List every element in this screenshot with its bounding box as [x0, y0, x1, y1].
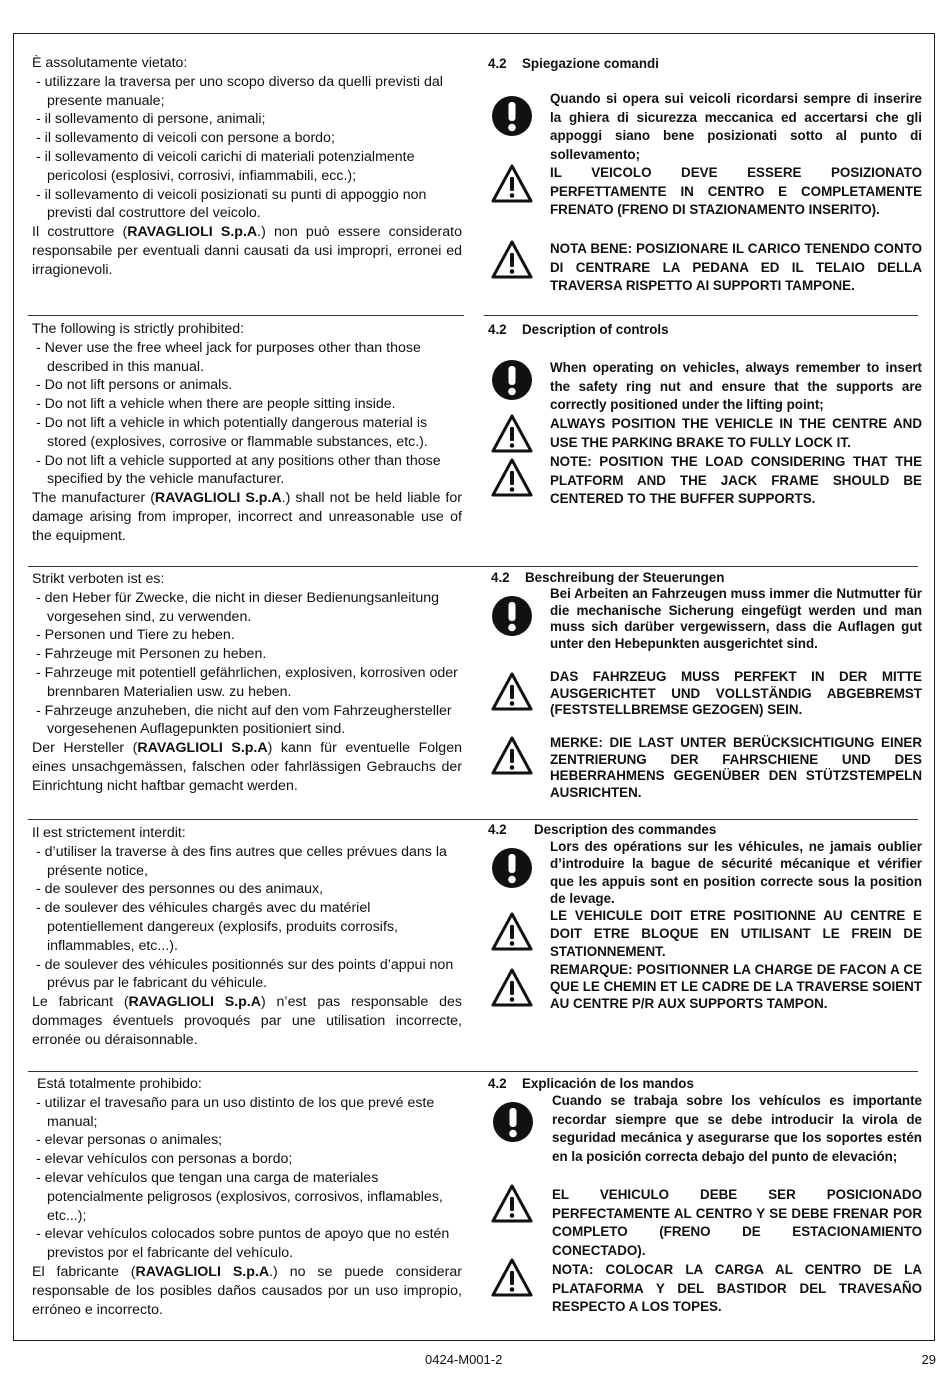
warning-text: DAS FAHRZEUG MUSS PERFEKT IN DER MITTE AUSGERICHTET UND VOLLSTÄNDIG ABGEBREMST (FESTSTELLBREMSE GEZOGEN) SEIN.: [550, 669, 922, 718]
exclamation-icon: [490, 846, 534, 890]
section-heading: 4.2 Explicación de los mandos: [488, 1076, 694, 1091]
prohibition-item: - Do not lift a vehicle supported at any positions other than those specified by the vehicle manufacturer.: [36, 452, 441, 488]
prohibitions-block-it: [32, 54, 462, 280]
prohibitions-intro: Está totalmente prohibido:: [37, 1076, 202, 1092]
prohibition-item: - utilizar el travesaño para un uso distinto de los que prevé este manual;: [36, 1094, 435, 1130]
warning-text: NOTE: POSITION THE LOAD CONSIDERING THAT THE PLATFORM AND THE JACK FRAME SHOULD BE CENTERED TO THE BUFFER SUPPORTS.: [550, 454, 922, 506]
divider-full: [28, 819, 918, 820]
warning-text: MERKE: DIE LAST UNTER BERÜCKSICHTIGUNG EINER ZENTRIERUNG DER FAHRSCHIENE UND DES HEBERRAHMENS GEGENÜBER DEN STÜTZSTEMPELN AUSRICHTEN.: [550, 735, 922, 800]
warning-triangle-icon: [490, 456, 534, 500]
warning-triangle-icon: [490, 1256, 534, 1300]
liability-paragraph: Le fabricant (RAVAGLIOLI S.p.A) n’est pas responsable des dommages éventuels provoqués par une utilisation incorrecte, erronée ou déraisonnable.: [32, 994, 462, 1048]
warning-triangle-icon: [490, 734, 534, 778]
warning-text: IL VEICOLO DEVE ESSERE POSIZIONATO PERFETTAMENTE IN CENTRO E COMPLETAMENTE FRENATO (FRENO DI STAZIONAMENTO INSERITO).: [550, 165, 922, 217]
divider-full: [28, 1071, 918, 1072]
company-name: RAVAGLIOLI S.p.A: [137, 740, 268, 757]
prohibitions-block-fr: [32, 824, 462, 1050]
prohibition-item: - den Heber für Zwecke, die nicht in dieser Bedienungsanleitung vorgesehen sind, zu verwenden.: [36, 589, 440, 625]
warning-text: LE VEHICULE DOIT ETRE POSITIONNE AU CENTRE E DOIT ETRE BLOQUE EN UTILISANT LE FREIN DE STATIONNEMENT.: [550, 908, 922, 959]
warning-text: REMARQUE: POSITIONNER LA CHARGE DE FACON A CE QUE LE CHEMIN ET LE CADRE DE LA TRAVERSE SOIENT AU CENTRE P/R AUX SUPPORTS TAMPON.: [550, 962, 922, 1011]
warning-text: NOTA BENE: POSIZIONARE IL CARICO TENENDO CONTO DI CENTRARE LA PEDANA ED IL TELAIO DELLA TRAVERSA RISPETTO AI SUPPORTI TAMPONE.: [550, 241, 922, 293]
page-number: 29: [921, 1352, 936, 1367]
warning-text: NOTA: COLOCAR LA CARGA AL CENTRO DE LA PLATAFORMA Y DEL BASTIDOR DEL TRAVESAÑO RESPECTO A LOS TOPES.: [552, 1262, 922, 1314]
controls-block-fr: [488, 822, 923, 1011]
prohibition-item: - Do not lift persons or animals.: [36, 377, 233, 394]
exclamation-icon: [490, 94, 534, 138]
prohibition-item: - de soulever des véhicules positionnés sur des points d’appui non prévus par le fabricant du véhicule.: [36, 956, 454, 992]
prohibition-item: - Fahrzeuge mit potentiell gefährlichen, explosiven, korrosiven oder brennbaren Materialien usw. zu heben.: [36, 664, 458, 700]
section-heading: 4.2 Description des commandes: [488, 822, 717, 837]
prohibition-item: - de soulever des personnes ou des animaux,: [36, 881, 324, 898]
prohibition-item: - elevar vehículos colocados sobre puntos de apoyo que no estén previstos por el fabricante del vehículo.: [36, 1226, 450, 1262]
prohibition-item: - il sollevamento di veicoli con persone a bordo;: [36, 130, 335, 147]
warning-text: Cuando se trabaja sobre los vehículos es importante recordar siempre que se debe introducir la virola de seguridad mecánica y asegurarse que los soportes estén en la posición correcta debajo del punto de elevación;: [552, 1093, 922, 1164]
prohibition-item: - il sollevamento di veicoli carichi di materiali potenzialmente pericolosi (esplosivi, corrosivi, infiammabili, ecc.);: [36, 148, 415, 184]
prohibition-item: - elevar vehículos que tengan una carga de materiales potencialmente peligrosos (explosivos, corrosivos, inflamables, etc...);: [36, 1169, 443, 1224]
prohibitions-intro: È assolutamente vietato:: [32, 55, 188, 71]
prohibition-item: - d’utiliser la traverse à des fins autres que celles prévues dans la présente notice,: [36, 843, 447, 879]
company-name: RAVAGLIOLI S.p.A: [154, 490, 282, 507]
warning-text: Lors des opérations sur les véhicules, ne jamais oublier d’introduire la bague de sécurité mécanique et vérifier que les appuis sont en position correcte sous la position de levage.: [550, 839, 922, 907]
warning-text: Bei Arbeiten an Fahrzeugen muss immer die Nutmutter für die mechanische Sicherung eingefügt werden und man muss sich darüber vergewissern, dass die Auflagen gut unter den Hebepunkten ausgerichtet sind.: [550, 586, 922, 651]
liability-paragraph: The manufacturer (RAVAGLIOLI S.p.A.) shall not be held liable for damage arising from improper, incorrect and unreasonable use of the equipment.: [32, 490, 462, 544]
section-heading: 4.2 Spiegazione comandi: [488, 56, 659, 71]
prohibitions-intro: Strikt verboten ist es:: [32, 571, 165, 587]
warning-text: EL VEHICULO DEBE SER POSICIONADO PERFECTAMENTE AL CENTRO Y SE DEBE FRENAR POR COMPLETO (FRENO DE ESTACIONAMIENTO CONECTADO).: [552, 1187, 922, 1258]
prohibitions-block-en: [32, 320, 462, 546]
warning-text: When operating on vehicles, always remember to insert the safety ring nut and ensure that the supports are correctly positioned under the lifting point;: [550, 360, 922, 412]
divider-right: [484, 315, 918, 316]
exclamation-icon: [491, 1100, 535, 1144]
liability-paragraph: Il costruttore (RAVAGLIOLI S.p.A.) non può essere considerato responsabile per eventuali danni causati da usi impropri, erronei ed irragionevoli.: [32, 224, 462, 278]
liability-paragraph: El fabricante (RAVAGLIOLI S.p.A.) no se puede considerar responsable de los posibles daños causados por un uso impropio, erróneo e incorrecto.: [32, 1263, 462, 1318]
prohibition-item: - Fahrzeuge mit Personen zu heben.: [36, 646, 267, 663]
prohibition-item: - il sollevamento di persone, animali;: [36, 111, 266, 128]
company-name: RAVAGLIOLI S.p.A: [128, 994, 261, 1011]
prohibition-item: - utilizzare la traversa per uno scopo diverso da quelli previsti dal presente manuale;: [36, 73, 443, 109]
prohibition-item: - Fahrzeuge anzuheben, die nicht auf den vom Fahrzeughersteller vorgesehenen Auflagepunkten positioniert sind.: [36, 702, 452, 738]
prohibition-item: - elevar personas o animales;: [36, 1132, 223, 1149]
prohibition-item: - Personen und Tiere zu heben.: [36, 627, 235, 644]
warning-triangle-icon: [490, 910, 534, 954]
controls-block-es: [488, 1076, 923, 1314]
warning-text: ALWAYS POSITION THE VEHICLE IN THE CENTRE AND USE THE PARKING BRAKE TO FULLY LOCK IT.: [550, 416, 922, 450]
prohibition-item: - il sollevamento di veicoli posizionati su punti di appoggio non previsti dal costruttore del veicolo.: [36, 186, 427, 222]
company-name: RAVAGLIOLI S.p.A: [127, 224, 258, 241]
prohibitions-intro: Il est strictement interdit:: [32, 825, 186, 841]
warning-triangle-icon: [490, 412, 534, 456]
warning-triangle-icon: [490, 162, 534, 206]
divider-full: [28, 566, 918, 567]
warning-triangle-icon: [490, 238, 534, 282]
controls-block-en: [488, 322, 923, 506]
document-code: 0424-M001-2: [425, 1352, 503, 1367]
prohibitions-block-es: [32, 1075, 462, 1319]
company-name: RAVAGLIOLI S.p.A: [135, 1263, 270, 1280]
liability-paragraph: Der Hersteller (RAVAGLIOLI S.p.A) kann für eventuelle Folgen eines unsachgemässen, falschen oder fahrlässigen Gebrauchs der Einrichtung nicht haftbar gemacht werden.: [32, 740, 462, 794]
warning-triangle-icon: [490, 670, 534, 714]
warning-triangle-icon: [490, 1182, 534, 1226]
prohibition-item: - Do not lift a vehicle in which potentially dangerous material is stored (explosives, corrosive or flammable substances, etc.).: [36, 414, 428, 450]
prohibition-item: - Do not lift a vehicle when there are people sitting inside.: [36, 396, 396, 413]
section-heading: 4.2 Beschreibung der Steuerungen: [491, 570, 725, 585]
divider-left: [28, 315, 464, 316]
warning-triangle-icon: [490, 966, 534, 1010]
controls-block-de: [488, 570, 923, 800]
exclamation-icon: [490, 594, 534, 638]
warning-text: Quando si opera sui veicoli ricordarsi sempre di inserire la ghiera di sicurezza meccanica ed accertarsi che gli appoggi siano bene posizionati sotto al punto di sollevamento;: [550, 91, 922, 162]
exclamation-icon: [490, 358, 534, 402]
prohibition-item: - elevar vehículos con personas a bordo;: [36, 1151, 293, 1168]
section-heading: 4.2 Description of controls: [488, 322, 669, 337]
prohibition-item: - Never use the free wheel jack for purposes other than those described in this manual.: [36, 339, 421, 375]
prohibition-item: - de soulever des véhicules chargés avec du matériel potentiellement dangereux (explosifs, produits corrosifs, inflammables, etc...).: [36, 900, 398, 954]
prohibitions-intro: The following is strictly prohibited:: [32, 321, 245, 337]
prohibitions-block-de: [32, 570, 462, 796]
controls-block-it: [488, 56, 923, 293]
